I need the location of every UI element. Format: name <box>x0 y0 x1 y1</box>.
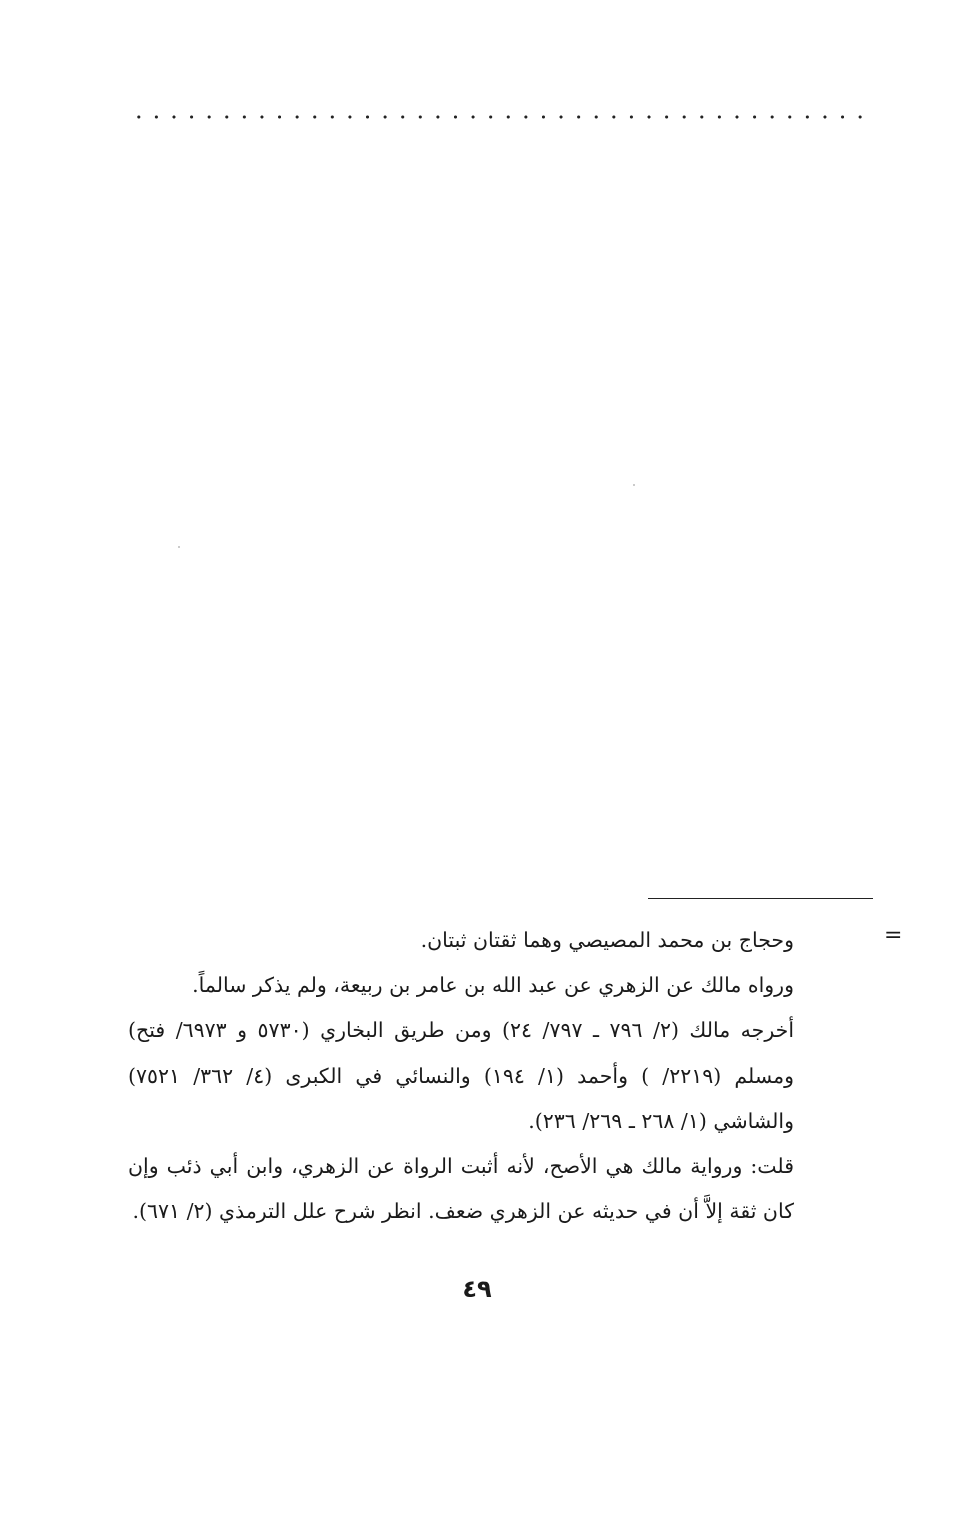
footnote-separator <box>648 898 873 899</box>
scan-speck <box>178 546 180 548</box>
dotted-separator <box>130 112 868 122</box>
page-number: ٤٩ <box>462 1275 492 1303</box>
scan-speck <box>633 484 635 486</box>
continuation-mark: = <box>884 923 903 948</box>
footnote-paragraph: أخرجه مالك (٢/ ٧٩٦ ـ ٧٩٧/ ٢٤) ومن طريق البخاري (٥٧٣٠ و ٦٩٧٣/ فتح) ومسلم (٢٢١٩/ ) وأحمد (١/ ١٩٤) والنسائي في الكبرى (٤/ ٣٦٢/ ٧٥٢١) والشاشي (١/ ٢٦٨ ـ ٢٦٩/ ٢٣٦). <box>128 1018 795 1133</box>
footnote-paragraph: قلت: ورواية مالك هي الأصح، لأنه أثبت الرواة عن الزهري، وابن أبي ذئب وإن كان ثقة إلاَّ أن في حديثه عن الزهري ضعف. انظر شرح علل الترمذي (٢/ ٦٧١). <box>128 1154 794 1224</box>
footnote-paragraph: ورواه مالك عن الزهري عن عبد الله بن عامر بن ربيعة، ولم يذكر سالماً. <box>192 973 794 998</box>
footnote-paragraph: وحجاج بن محمد المصيصي وهما ثقتان ثبتان. <box>420 928 794 952</box>
footnote-block <box>128 918 794 1234</box>
